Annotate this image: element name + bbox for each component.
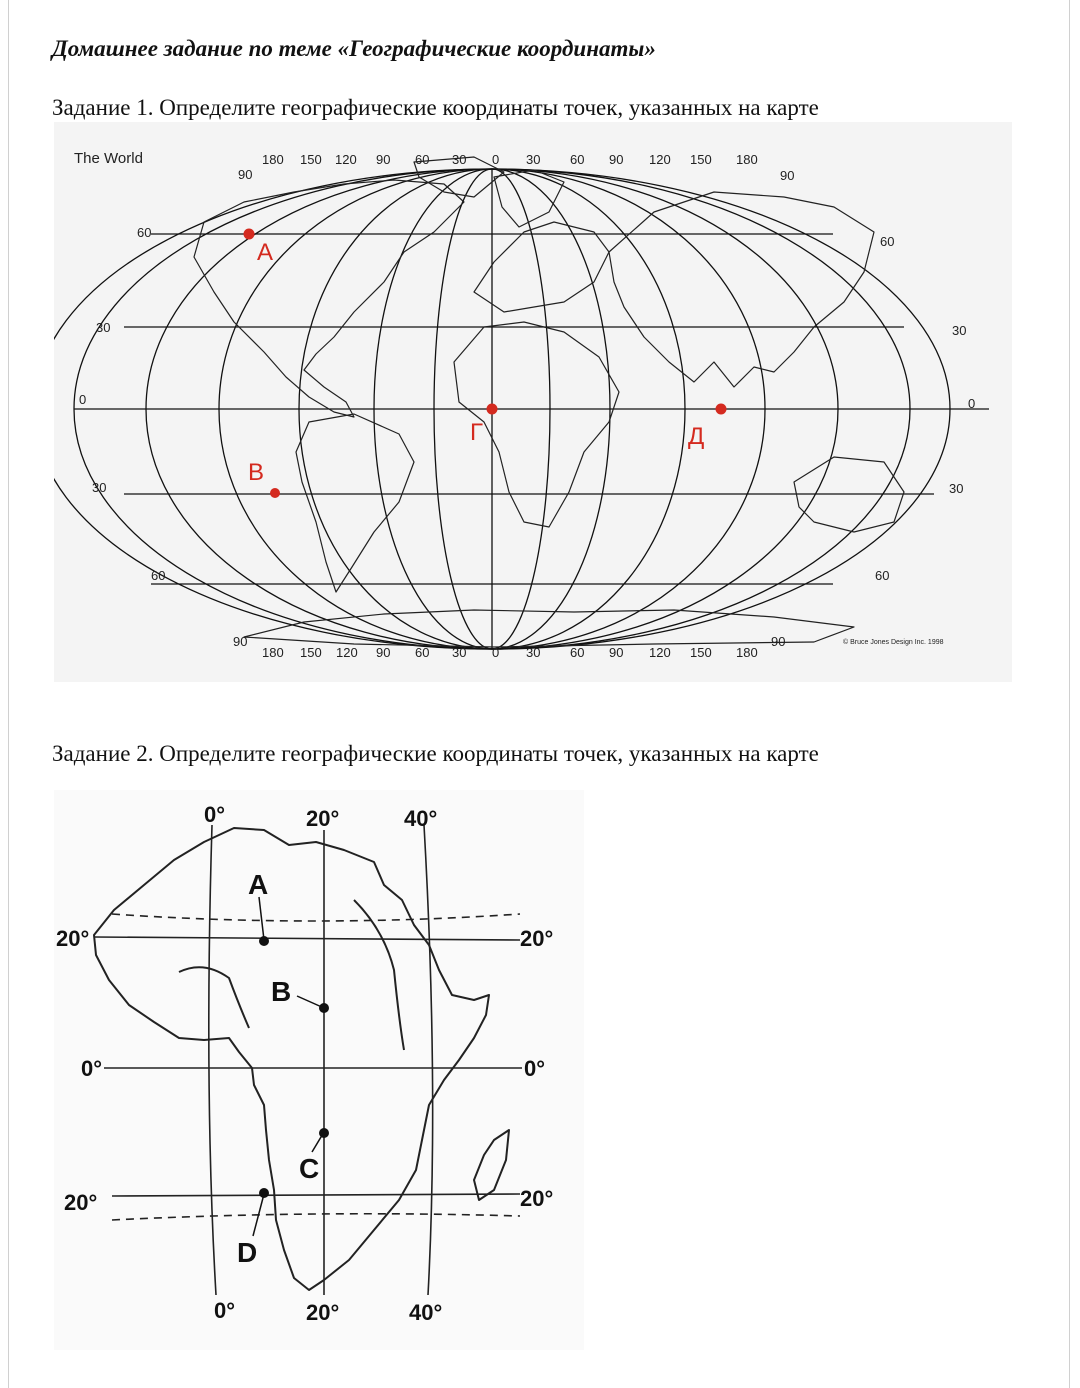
africa-point-d-label: D [237,1237,258,1268]
lon-label-top-2: 120 [335,152,357,167]
lon-label-top-11: 150 [690,152,712,167]
africa-lat-label-20s-left: 20° [64,1190,98,1215]
lon-label-bottom-2: 120 [336,645,358,660]
world-map-copyright: © Bruce Jones Design Inc. 1998 [843,639,944,646]
world-point-g-label: Г [470,419,483,446]
lon-label-top-10: 120 [649,152,671,167]
africa-point-a-label: A [248,869,269,900]
lat-label-60s-left: 60 [151,568,166,583]
lon-label-bottom-6: 0 [492,645,500,660]
world-point-b-label: В [248,459,265,486]
lon-label-top-5: 30 [452,152,467,167]
lon-label-top-12: 180 [736,152,758,167]
lat-label-30n-left: 30 [96,320,111,335]
page-title: Домашнее задание по теме «Географические координаты» [52,36,656,61]
lat-label-0-right: 0 [968,396,976,411]
lon-label-bottom-12: 180 [736,645,758,660]
lat-label-30s-left: 30 [92,480,107,495]
lon-label-bottom-7: 30 [526,645,541,660]
africa-point-d-marker [259,1188,269,1198]
lat-label-30s-right: 30 [949,481,964,496]
lon-label-top-1: 150 [300,152,322,167]
lon-label-bottom-5: 30 [452,645,467,660]
africa-lon-label-40-bottom: 40° [409,1300,443,1325]
lon-label-bottom-10: 120 [649,645,671,660]
africa-lat-label-20n-left: 20° [56,926,90,951]
lat-label-90n-left: 90 [238,167,253,182]
lon-label-bottom-8: 60 [570,645,585,660]
africa-point-c-marker [319,1128,329,1138]
africa-lon-label-0-top: 0° [204,802,226,827]
lon-label-top-9: 90 [609,152,624,167]
lon-label-top-0: 180 [262,152,284,167]
lon-label-top-8: 60 [570,152,585,167]
lat-label-0-left: 0 [79,392,87,407]
africa-point-b-label: B [271,976,292,1007]
africa-lat-label-0-right: 0° [524,1056,546,1081]
lat-label-30n-right: 30 [952,323,967,338]
africa-lat-label-0-left: 0° [81,1056,103,1081]
lat-label-90s-left: 90 [233,634,248,649]
lon-label-bottom-1: 150 [300,645,322,660]
lat-label-60n-right: 60 [880,234,895,249]
lat-label-60n-left: 60 [137,225,152,240]
world-point-a-marker [244,229,255,240]
lon-label-top-3: 90 [376,152,391,167]
lat-label-90n-right: 90 [780,168,795,183]
africa-lat-label-20s-right: 20° [520,1186,554,1211]
world-point-a-label: А [257,239,274,266]
africa-point-b-marker [319,1003,329,1013]
world-point-d-marker [716,404,727,415]
world-point-d-label: Д [688,423,705,450]
africa-map [54,790,584,1350]
lat-label-60s-right: 60 [875,568,890,583]
lon-label-bottom-3: 90 [376,645,391,660]
lon-label-bottom-11: 150 [690,645,712,660]
lon-label-top-7: 30 [526,152,541,167]
africa-lon-label-20-top: 20° [306,806,340,831]
lon-label-bottom-0: 180 [262,645,284,660]
world-map-heading: The World [74,150,143,167]
africa-point-a-marker [259,936,269,946]
lon-label-top-6: 0 [492,152,500,167]
lon-label-bottom-9: 90 [609,645,624,660]
africa-lat-label-20n-right: 20° [520,926,554,951]
lat-label-90s-right: 90 [771,634,786,649]
world-map [54,122,1012,682]
world-point-b-marker [270,488,280,498]
africa-lon-label-20-bottom: 20° [306,1300,340,1325]
task-1-text: Задание 1. Определите географические координаты точек, указанных на карте [52,95,819,120]
africa-point-c-label: C [299,1153,320,1184]
lon-label-top-4: 60 [415,152,430,167]
lon-label-bottom-4: 60 [415,645,430,660]
world-point-g-marker [487,404,498,415]
africa-lon-label-40-top: 40° [404,806,438,831]
africa-lon-label-0-bottom: 0° [214,1298,236,1323]
task-2-text: Задание 2. Определите географические координаты точек, указанных на карте [52,741,819,766]
